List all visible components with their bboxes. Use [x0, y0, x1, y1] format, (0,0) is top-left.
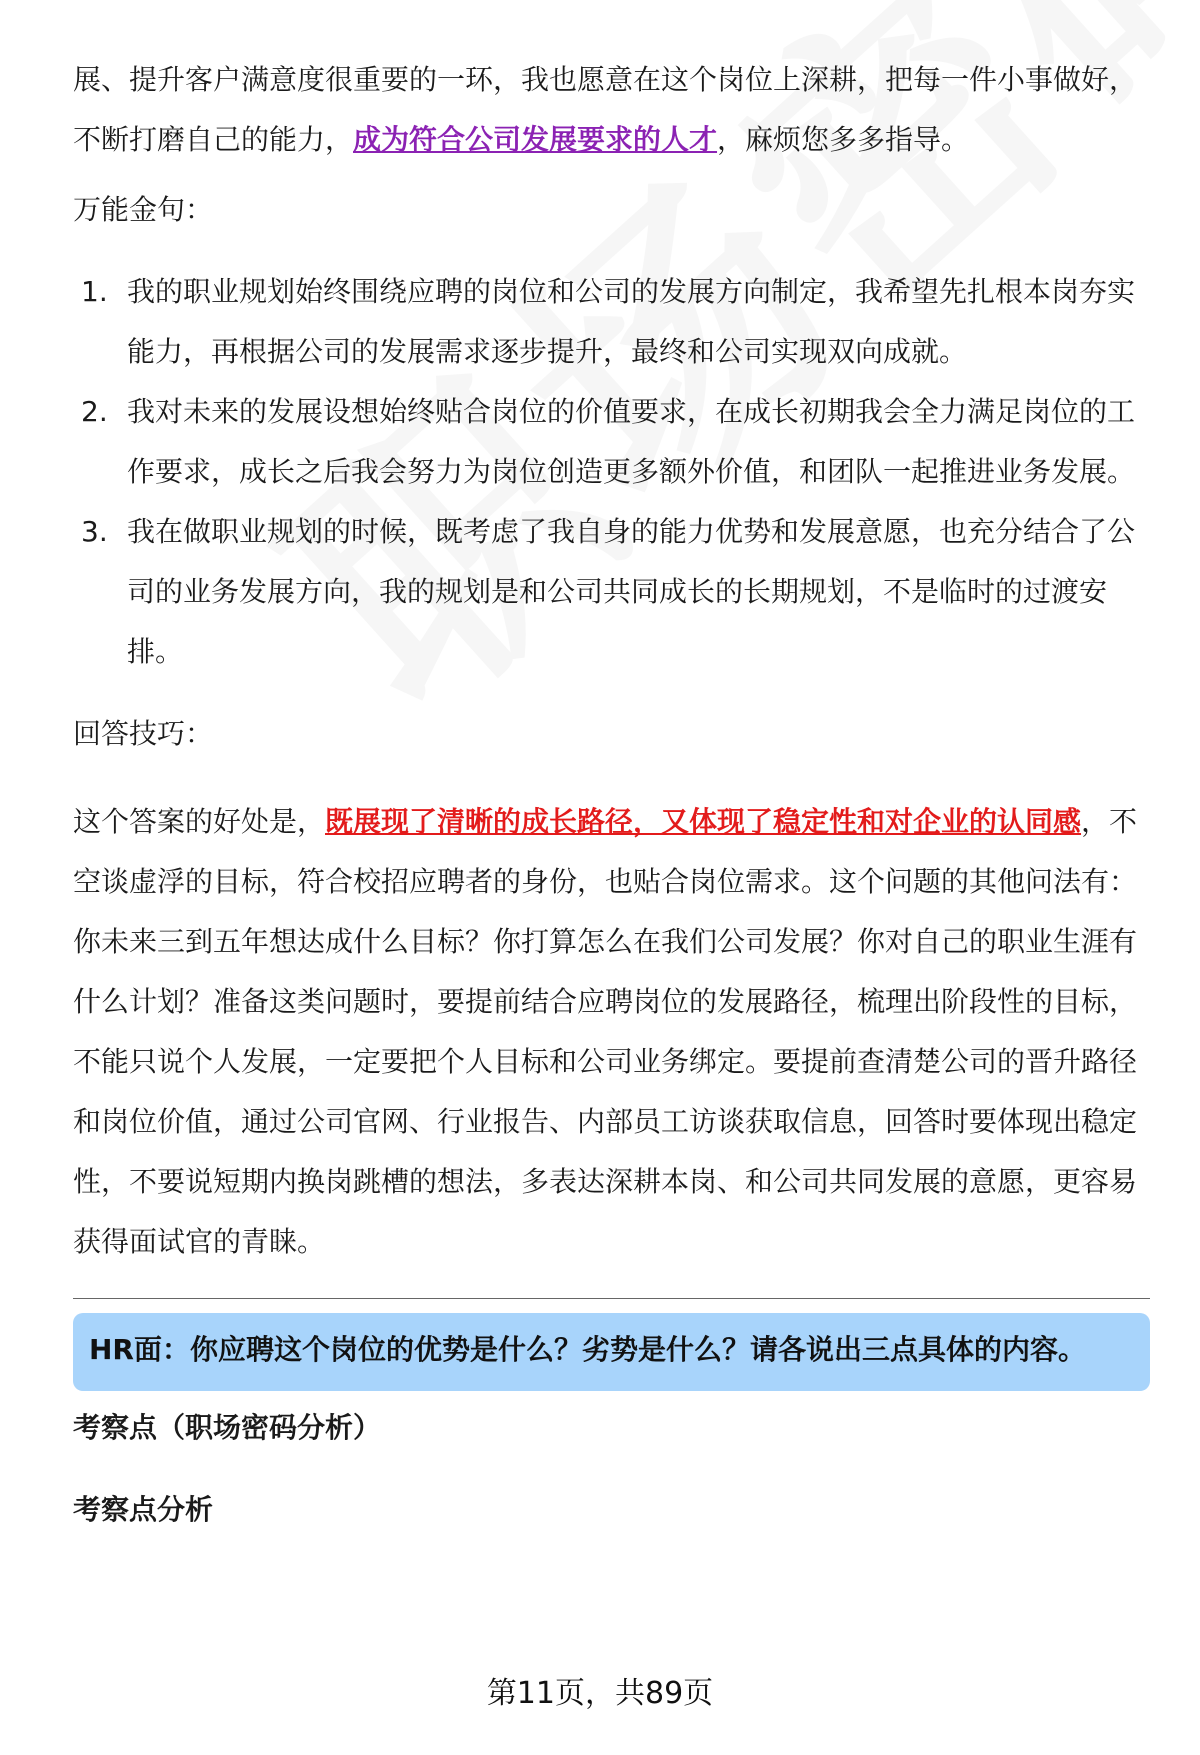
tips-body: ，不空谈虚浮的目标，符合校招应聘者的身份，也贴合岗位需求。这个问题的其他问法有：你未来三到五年想达成什么目标？你打算怎么在我们公司发展？你对自己的职业生涯有什么计划？准备这类问题时，要提前结合应聘岗位的发展路径，梳理出阶段性的目标，不能只说个人发展，一定要把个人目标和公司业务绑定。要提前查清楚公司的晋升路径和岗位价值，通过公司官网、行业报告、内部员工访谈获取信息，回答时要体现出稳定性，不要说短期内换岗跳槽的想法，多表达深耕本岗、和公司共同发展的意愿，更容易获得面试官的青睐。 — [73, 805, 1138, 1258]
divider — [73, 1298, 1150, 1299]
page-number: 第11页，共89页 — [486, 1676, 714, 1711]
intro-text: 展、提升客户满意度很重要的一环，我也愿意在这个岗位上深耕，把每一件小事做好，不断打磨自己的能力， — [73, 63, 1138, 156]
intro-highlight: 成为符合公司发展要求的人才 — [353, 123, 718, 156]
answer-tips-paragraph — [73, 792, 1150, 1272]
list-item — [73, 502, 1150, 682]
golden-sentences-list — [73, 262, 1150, 682]
hr-question-box: HR面：你应聘这个岗位的优势是什么？劣势是什么？请各说出三点具体的内容。 — [73, 1313, 1150, 1391]
answer-tips-label: 回答技巧： — [73, 717, 214, 750]
golden-sentences-label: 万能金句： — [73, 193, 214, 226]
intro-tail: ，麻烦您多多指导。 — [717, 123, 970, 156]
list-item-number: 2. — [81, 395, 108, 428]
intro-paragraph — [73, 50, 1150, 170]
subsection-heading: 考察点分析 — [73, 1493, 214, 1526]
list-item-text: 我在做职业规划的时候，既考虑了我自身的能力优势和发展意愿，也充分结合了公司的业务发展方向，我的规划是和公司共同成长的长期规划，不是临时的过渡安排。 — [127, 515, 1136, 668]
section-heading: 考察点（职场密码分析） — [73, 1411, 382, 1444]
document-page — [73, 50, 1150, 1531]
list-item-text: 我对未来的发展设想始终贴合岗位的价值要求，在成长初期我会全力满足岗位的工作要求，成长之后我会努力为岗位创造更多额外价值，和团队一起推进业务发展。 — [127, 395, 1136, 488]
tips-highlight: 既展现了清晰的成长路径，又体现了稳定性和对企业的认同感 — [325, 805, 1082, 838]
list-item — [73, 262, 1150, 382]
list-item-text: 我的职业规划始终围绕应聘的岗位和公司的发展方向制定，我希望先扎根本岗夯实能力，再根据公司的发展需求逐步提升，最终和公司实现双向成就。 — [127, 275, 1136, 368]
list-item-number: 1. — [81, 275, 108, 308]
tips-lead: 这个答案的好处是， — [73, 805, 326, 838]
list-item — [73, 382, 1150, 502]
list-item-number: 3. — [81, 515, 108, 548]
